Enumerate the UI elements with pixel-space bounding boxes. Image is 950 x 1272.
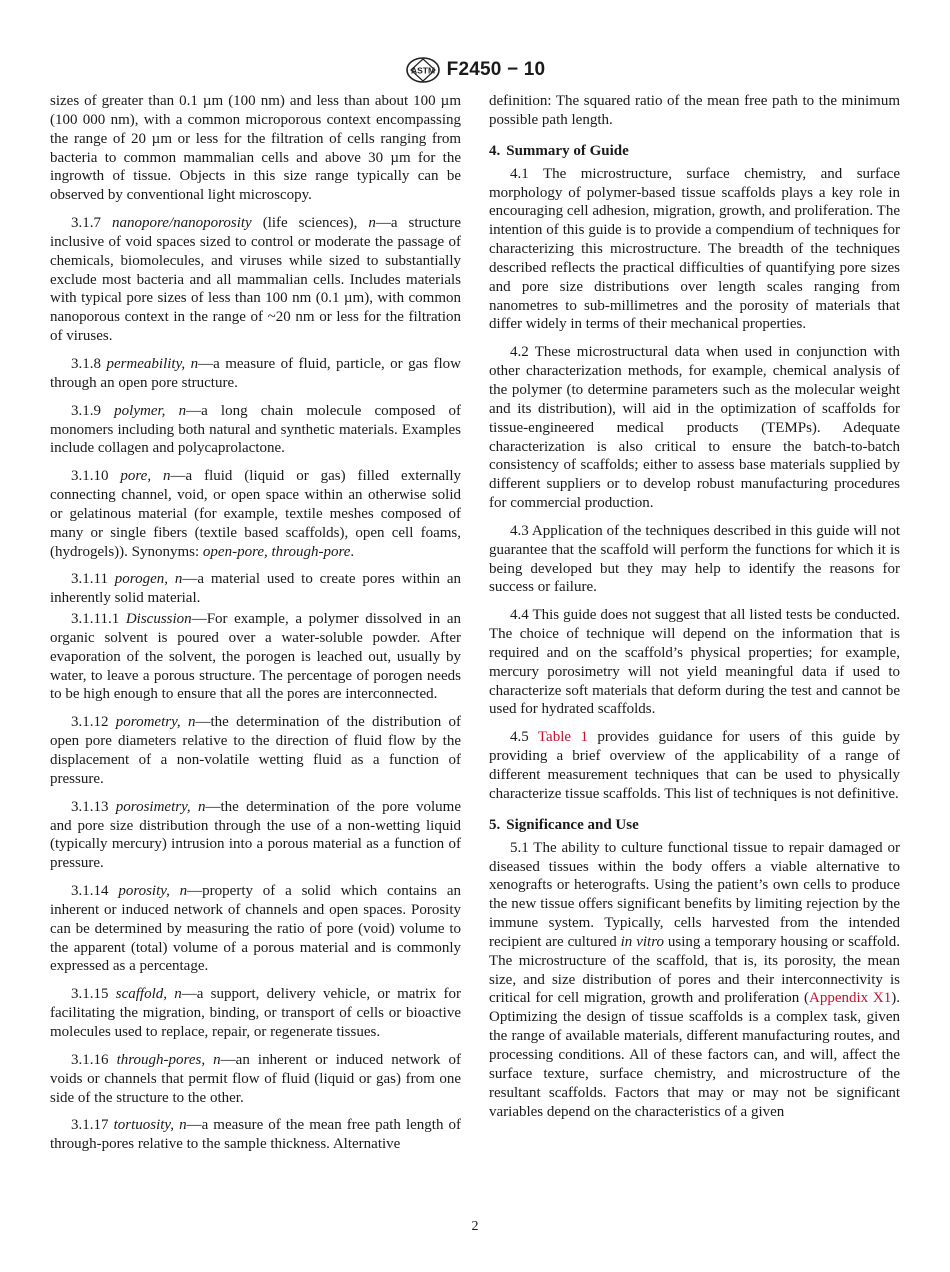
definition-3-1-16: 3.1.16 through-pores, n—an inherent or induced network of voids or channels that permit flow of fluid (liquid or gas) from one side of the structure to the other.: [50, 1051, 462, 1106]
term: porosity,: [118, 883, 170, 900]
term: pore,: [120, 468, 152, 485]
paragraph-4-1: 4.1 The microstructure, surface chemistry, and surface morphology of polymer-based tissue scaffolds plays a key role in encouraging cell adhesion, migration, growth, and proliferation. The intention of this guide is to provide a compendium of techniques for characterizing this microstructure. The breadth of the techniques described reflects the practical difficulties of quantifying pore sizes and pore size distributions over length scales ranging from nanometres to sub-millimetres and the porosity of materials that differ widely in terms of their mechanical properties.: [489, 165, 900, 333]
section-heading-5: 5. Significance and Use: [489, 816, 639, 833]
term: permeability,: [106, 355, 186, 372]
paragraph-continued: sizes of greater than 0.1 µm (100 nm) and less than about 100 µm (100 000 nm), with a common microporous context encompassing the range of 20 µm or less for the filtration of cells ranging from bacteria to common mammalian cells and above 30 µm for the ingrowth of tissue. Objects in this size range typically can be observed by conventional light microscopy.: [50, 93, 461, 204]
left-column: [50, 92, 461, 1163]
section-heading-4: 4. Summary of Guide: [489, 142, 629, 159]
definition-3-1-11: 3.1.11 porogen, n—a material used to create pores within an inherently solid material.: [50, 571, 461, 607]
term: porogen,: [114, 571, 168, 588]
paragraph-continued: definition: The squared ratio of the mean free path to the minimum possible path length.: [489, 93, 900, 128]
term: scaffold,: [115, 986, 167, 1003]
definition-3-1-8: 3.1.8 permeability, n—a measure of fluid, particle, or gas flow through an open pore structure.: [50, 355, 462, 391]
paragraph-5-1: 5.1 The ability to culture functional tissue to repair damaged or diseased tissues within the body offers a viable alternative to xenografts or heterografts. Using the patient’s own cells to produce the new tissue offers significant benefits by limiting rejection by the immune system. Typically, cells harvested from the intended recipient are cultured in vitro using a temporary housing or scaffold. The microstructure of the scaffold, that is, its porosity, the mean size, and size distribution of pores and their interconnectivity is critical for cell migration, growth and proliferation (Appendix X1). Optimizing the design of tissue scaffolds is a complex task, given the range of available materials, different manufacturing routes, and processing conditions. All of these factors can, and will, affect the surface texture, surface chemistry, and microstructure of the resultant scaffolds. Factors that may or may not be significant variables depend on the characteristics of a given: [489, 839, 900, 1120]
definition-3-1-7: 3.1.7 nanopore/nanoporosity (life sciences), n—a structure inclusive of void spaces sized to control or moderate the passage of chemicals, biomolecules, and viruses while sized to substantially exclude most bacteria and all mammalian cells. Includes materials with typical pore sizes of less than 100 nm (0.1 µm), with common nanoporous context in the range of ~20 nm or less for the filtration of viruses.: [50, 215, 462, 345]
table-1-link[interactable]: Table 1: [537, 729, 588, 746]
appendix-x1-link[interactable]: Appendix X1: [809, 990, 892, 1007]
page-number: 2: [471, 1219, 479, 1234]
paragraph-4-4: 4.4 This guide does not suggest that all listed tests be conducted. The choice of technique will depend on the information that is required and on the scaffold’s physical properties; for example, mercury porosimetry will not yield meaningful data if used to characterize soft materials that deform during the test and cannot be used for hydrated scaffolds.: [489, 607, 900, 718]
paragraph-4-2: 4.2 These microstructural data when used in conjunction with other characterization methods, for example, chemical analysis of the polymer (to determine parameters such as the molecular weight and its distribution), will aid in the optimization of scaffolds for tissue-engineered medical products (TEMPs). Adequate characterization is also critical to ensure the batch-to-batch consistency of scaffolds; either to assess base materials supplied by different suppliers or to develop robust manufacturing procedures for commercial production.: [489, 344, 900, 512]
discussion-3-1-11-1: 3.1.11.1 Discussion—For example, a polymer dissolved in an organic solvent is poured over a water-soluble powder. After evaporation of the solvent, the porogen is leached out, usually by water, to leave a porous structure. The percentage of porogen needs to be high enough to ensure that all the pores are interconnected.: [50, 611, 461, 703]
page-header: [0, 56, 950, 84]
term: through-pores,: [116, 1051, 206, 1068]
definition-3-1-14: 3.1.14 porosity, n—property of a solid which contains an inherent or induced network of channels and open spaces. Porosity can be determined by measuring the ratio of pore (void) volume to the apparent (total) volume of a porous material and is commonly expressed as a percentage.: [50, 883, 461, 975]
definition-3-1-10: 3.1.10 pore, n—a fluid (liquid or gas) filled externally connecting channel, void, or open space within an otherwise solid or gelatinous material (for example, textile meshes composed of many or single fibers (textile based scaffolds), open cell foams, (hydrogels)). Synonyms: open-pore, through-pore.: [50, 468, 462, 560]
document-designation: F2450 − 10: [446, 59, 546, 80]
definition-3-1-17: 3.1.17 tortuosity, n—a measure of the mean free path length of through-pores relative to the sample thickness. Alternative: [50, 1117, 462, 1153]
paragraph-4-5: 4.5 Table 1 provides guidance for users of this guide by providing a brief overview of the applicability of a range of different measurement techniques that can be used to physically characterize tissue scaffolds. This list of techniques is not definitive.: [489, 729, 900, 802]
term: nanopore/nanoporosity: [112, 215, 252, 232]
term: porometry,: [115, 714, 181, 731]
definition-3-1-15: 3.1.15 scaffold, n—a support, delivery vehicle, or matrix for facilitating the migration, binding, or transport of cells or bioactive molecules used to replace, repair, or regenerate tissues.: [50, 986, 461, 1040]
term: polymer,: [114, 402, 166, 419]
definition-3-1-9: 3.1.9 polymer, n—a long chain molecule composed of monomers including both natural and synthetic materials. Examples include collagen and polycaprolactone.: [50, 402, 462, 457]
paragraph-4-3: 4.3 Application of the techniques described in this guide will not guarantee that the scaffold will perform the functions for which it is being developed but they may help to identify the reasons for success or failure.: [489, 522, 900, 596]
svg-text:ASTM: ASTM: [410, 65, 435, 76]
astm-logo-icon: [405, 56, 441, 84]
definition-3-1-13: 3.1.13 porosimetry, n—the determination of the pore volume and pore size distribution through the use of a non-wetting liquid (typically mercury) intrusion into a porous material as a function of pressure.: [50, 798, 462, 872]
term: porosimetry,: [115, 798, 191, 815]
definition-3-1-12: 3.1.12 porometry, n—the determination of the distribution of open pore diameters relative to the direction of fluid flow by the displacement of a non-volatile wetting fluid as a function of pressure.: [50, 714, 462, 787]
right-column: [489, 92, 900, 1130]
term: tortuosity,: [113, 1117, 174, 1134]
